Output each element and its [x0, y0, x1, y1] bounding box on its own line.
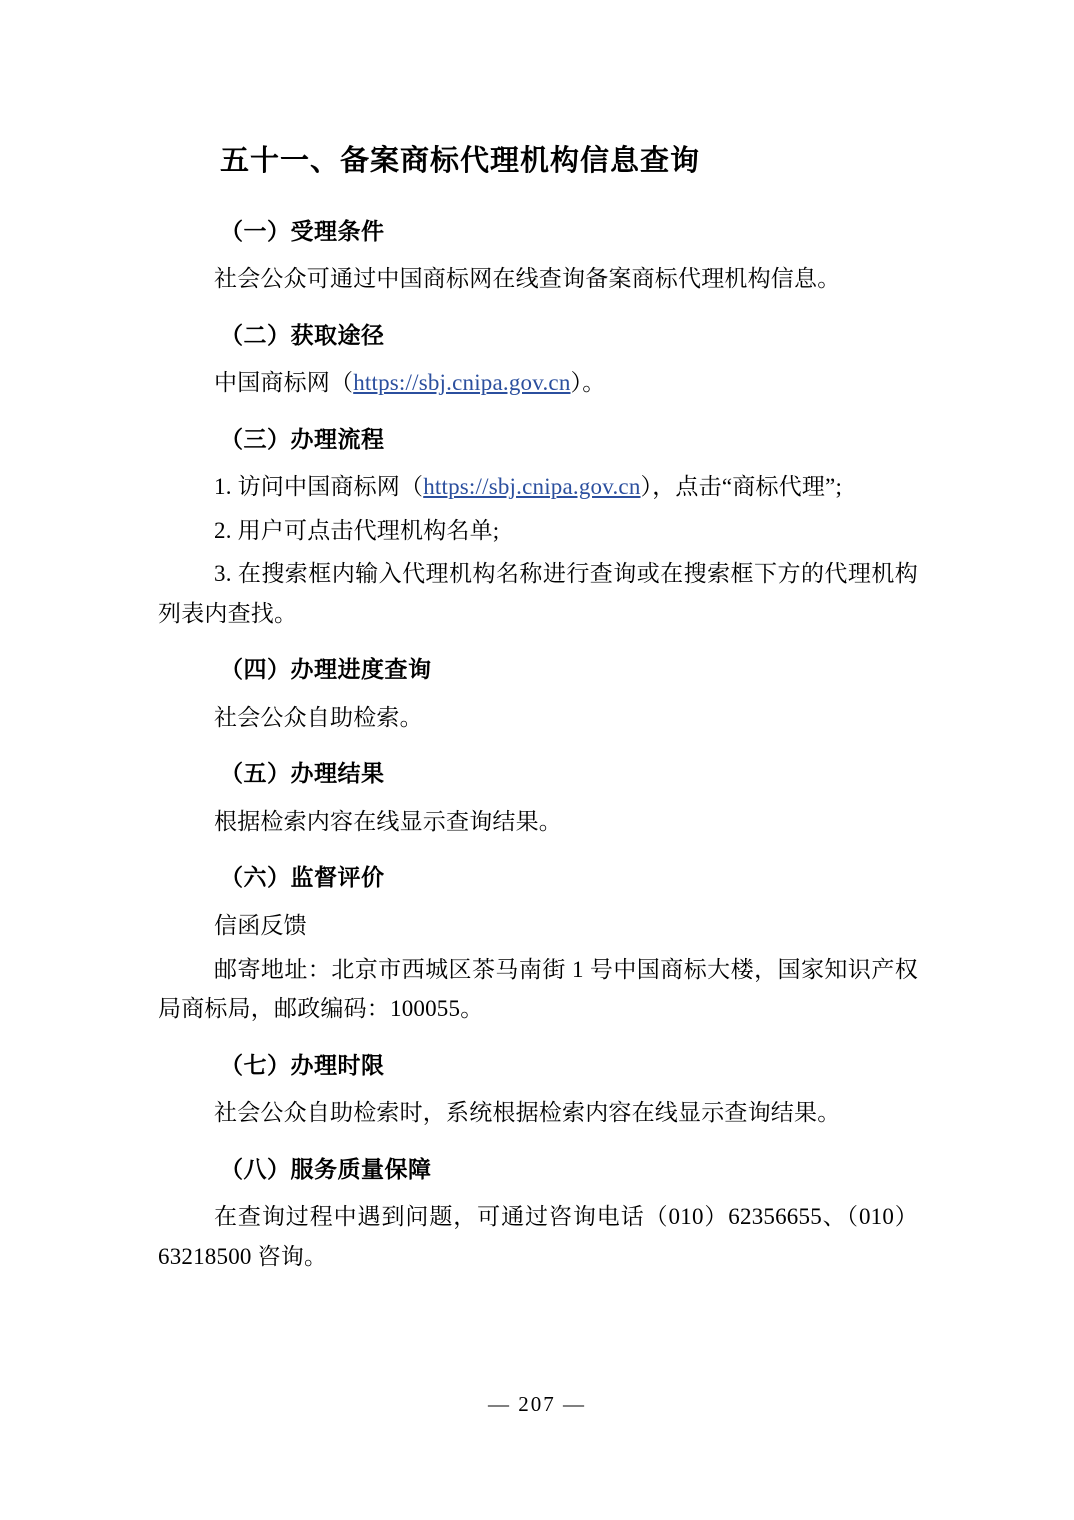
trademark-website-link-step1[interactable]: https://sbj.cnipa.gov.cn: [423, 474, 641, 500]
page-number: — 207 —: [488, 1392, 586, 1416]
section-body-access-channel: [158, 363, 918, 403]
section-heading-acceptance-conditions: （一）受理条件: [220, 217, 385, 245]
process-step-1-prefix: 1. 访问中国商标网（: [214, 474, 424, 500]
section-heading-service-quality: （八）服务质量保障: [220, 1155, 432, 1183]
process-step-1: [158, 467, 918, 507]
section-heading-time-limit: （七）办理时限: [220, 1051, 385, 1079]
document-content: [158, 140, 918, 1280]
section-body-acceptance-conditions: 社会公众可通过中国商标网在线查询备案商标代理机构信息。: [214, 266, 841, 292]
section-heading-supervision-evaluation: （六）监督评价: [220, 864, 385, 892]
section-heading-access-channel: （二）获取途径: [220, 321, 385, 349]
supervision-feedback-method: 信函反馈: [214, 912, 307, 938]
access-channel-suffix: ）。: [570, 370, 606, 396]
section-heading-process-flow: （三）办理流程: [220, 425, 385, 453]
section-heading-result: （五）办理结果: [220, 760, 385, 788]
process-step-2: 2. 用户可点击代理机构名单;: [214, 517, 500, 543]
page-title: 五十一、备案商标代理机构信息查询: [220, 143, 701, 177]
section-body-progress-query: 社会公众自助检索。: [214, 704, 423, 730]
trademark-website-link[interactable]: https://sbj.cnipa.gov.cn: [353, 370, 571, 396]
section-body-result: 根据检索内容在线显示查询结果。: [214, 808, 562, 834]
section-body-time-limit: 社会公众自助检索时，系统根据检索内容在线显示查询结果。: [214, 1100, 841, 1126]
access-channel-prefix: 中国商标网（: [214, 370, 354, 396]
section-heading-progress-query: （四）办理进度查询: [220, 656, 432, 684]
section-body-service-quality: 在查询过程中遇到问题，可通过咨询电话（010）62356655、（010）63218500 咨询。: [158, 1204, 918, 1269]
supervision-mailing-address: 邮寄地址：北京市西城区茶马南街 1 号中国商标大楼，国家知识产权局商标局，邮政编码：100055。: [158, 956, 918, 1022]
process-step-1-suffix: ），点击“商标代理”;: [640, 474, 843, 500]
process-step-3: 3. 在搜索框内输入代理机构名称进行查询或在搜索框下方的代理机构列表内查找。: [158, 561, 918, 626]
